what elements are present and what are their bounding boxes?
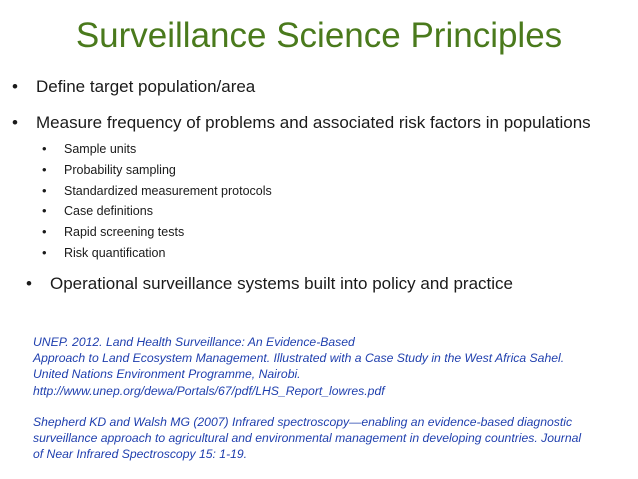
sub-bullet-item	[42, 160, 272, 181]
bullet-dot-icon: •	[42, 182, 47, 198]
reference-shepherd-walsh: Shepherd KD and Walsh MG (2007) Infrared spectroscopy—enabling an evidence-based diagnostic surveillance approach to agricultural and environmental management in developing countries. Journal of Near Infrared Spectroscopy 15: 1-19.	[33, 414, 582, 462]
bullet-dot-icon: •	[26, 274, 32, 293]
sub-bullet-item	[42, 243, 272, 264]
bullet-operational-systems	[26, 273, 513, 295]
sub-bullet-text: Standardized measurement protocols	[64, 183, 272, 198]
references	[33, 334, 633, 462]
bullet-dot-icon: •	[42, 161, 47, 177]
bullet-dot-icon: •	[42, 224, 47, 240]
bullet-text: Operational surveillance systems built into policy and practice	[50, 274, 514, 293]
bullet-dot-icon: •	[42, 244, 47, 260]
slide-title: Surveillance Science Principles	[75, 16, 563, 55]
sub-bullet-list	[42, 139, 272, 264]
bullet-dot-icon: •	[42, 141, 47, 156]
bullet-dot-icon: •	[12, 77, 18, 96]
sub-bullet-text: Case definitions	[64, 204, 153, 219]
bullet-dot-icon: •	[42, 203, 47, 219]
sub-bullet-text: Probability sampling	[64, 162, 176, 177]
reference-unep: UNEP. 2012. Land Health Surveillance: An Evidence-Based Approach to Land Ecosystem Management. Illustrated with a Case Study in the West Africa Sahel. United Nations Environment Programme, Nairobi. http://www.unep.org/dewa/Portals/67/pdf/LHS_Report_lowres.pdf	[33, 335, 565, 398]
sub-bullet-text: Rapid screening tests	[64, 225, 185, 240]
bullet-dot-icon: •	[12, 113, 18, 132]
bullet-text: Measure frequency of problems and associated risk factors in populations	[36, 113, 591, 132]
sub-bullet-item	[42, 181, 272, 202]
sub-bullet-text: Sample units	[64, 142, 137, 156]
sub-bullet-item	[42, 201, 272, 222]
bullet-text: Define target population/area	[36, 77, 256, 96]
sub-bullet-item	[42, 139, 272, 160]
bullet-measure-frequency	[12, 112, 591, 134]
bullet-define-target	[12, 76, 255, 98]
sub-bullet-item	[42, 222, 272, 243]
sub-bullet-text: Risk quantification	[64, 245, 166, 260]
